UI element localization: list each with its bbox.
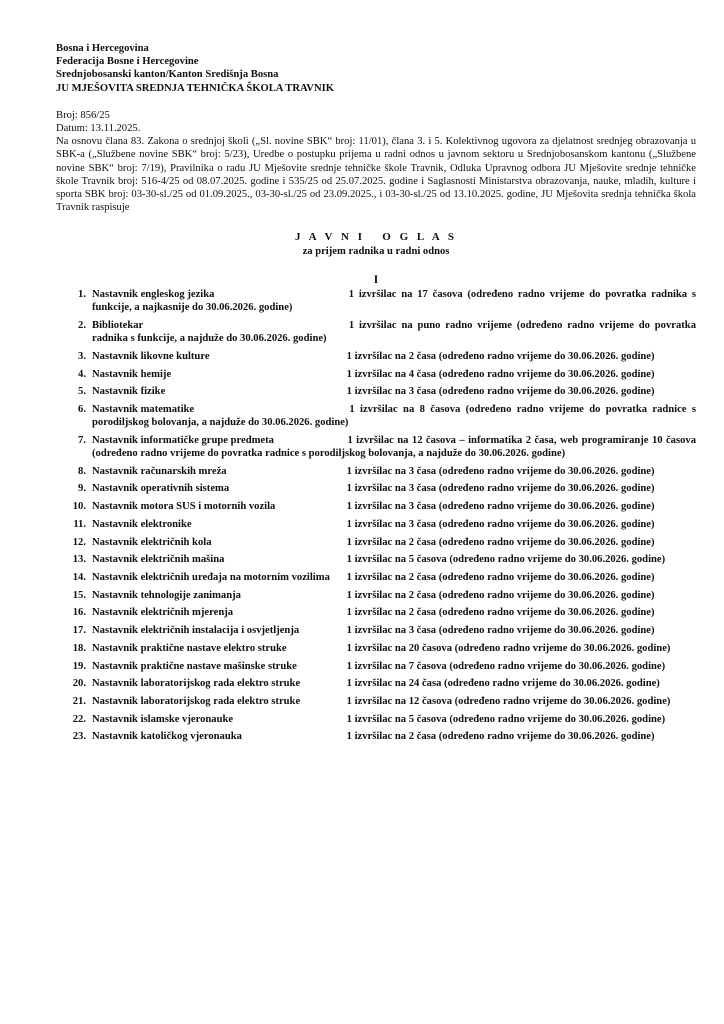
list-item <box>56 571 696 584</box>
list-item <box>56 518 696 531</box>
item-number: 7. <box>78 434 86 446</box>
list-item <box>56 385 696 398</box>
list-item <box>56 536 696 549</box>
item-position: Nastavnik laboratorijskog rada elektro struke <box>92 695 301 707</box>
list-item <box>56 319 696 345</box>
item-position: Nastavnik hemije <box>92 368 172 380</box>
item-position: Nastavnik katoličkog vjeronauka <box>92 731 242 743</box>
item-details: 1 izvršilac na 2 časa (određeno radno vrijeme do 30.06.2026. godine) <box>344 731 655 743</box>
item-position: Nastavnik praktične nastave mašinske struke <box>92 660 297 672</box>
item-number: 15. <box>72 589 86 601</box>
item-number: 1. <box>78 289 86 301</box>
item-details: 1 izvršilac na 8 časova (određeno radno vrijeme do povratka radnice s porodiljskog bolovanja, a najduže do 30.06.2026. godine) <box>92 403 696 429</box>
item-details: 1 izvršilac na 2 časa (određeno radno vrijeme do 30.06.2026. godine) <box>344 607 655 619</box>
item-position: Nastavnik motora SUS i motornih vozila <box>92 501 276 513</box>
item-number: 23. <box>72 731 86 743</box>
item-number: 17. <box>72 625 86 637</box>
item-details: 1 izvršilac na 3 časa (određeno radno vrijeme do 30.06.2026. godine) <box>344 465 655 477</box>
item-position: Bibliotekar <box>92 319 144 331</box>
item-details: 1 izvršilac na 3 časa (određeno radno vrijeme do 30.06.2026. godine) <box>344 518 655 530</box>
item-details: 1 izvršilac na 5 časova (određeno radno vrijeme do 30.06.2026. godine) <box>344 713 666 725</box>
list-item <box>56 465 696 478</box>
position-list <box>56 288 696 743</box>
item-position: Nastavnik laboratorijskog rada elektro struke <box>92 678 301 690</box>
item-details: 1 izvršilac na 3 časa (određeno radno vrijeme do 30.06.2026. godine) <box>344 501 655 513</box>
document-date: Datum: 13.11.2025. <box>56 123 141 135</box>
header-line-federation: Federacija Bosne i Hercegovine <box>56 56 199 68</box>
list-item <box>56 500 696 513</box>
item-number: 2. <box>78 319 86 331</box>
header-line-country: Bosna i Hercegovina <box>56 43 149 54</box>
item-details: 1 izvršilac na 2 časa (određeno radno vrijeme do 30.06.2026. godine) <box>344 589 655 601</box>
item-number: 19. <box>72 660 86 672</box>
item-number: 20. <box>72 678 86 690</box>
header-line-school: JU MJEŠOVITA SREDNJA TEHNIČKA ŠKOLA TRAVNIK <box>56 82 334 94</box>
item-position: Nastavnik praktične nastave elektro struke <box>92 642 287 654</box>
item-details: 1 izvršilac na 2 časa (određeno radno vrijeme do 30.06.2026. godine) <box>344 572 655 583</box>
intro-paragraph: Na osnovu člana 83. Zakona o srednjoj školi („Sl. novine SBK“ broj: 11/01), člana 3. i 5. Kolektivnog ugovora za djelatnost srednjeg obrazovanja u SBK-a („Službene novine SBK“ broj: 5/23), Uredbe o postupku prijema u radni odnos u javnom sektoru u Srednjobosanskom kantonu („Službene novine SBK“ broj: 7/19), Pravilnika o radu JU Mješovite srednje tehničke škole Travnik, Odluka Upravnog odbora JU Mješovite srednje tehničke škole Travnik broj: 516-4/25 od 08.07.2025. godine i 535/25 od 25.07.2025. godine i Saglasnosti Ministarstva obrazovanja, nauke, mladih, kulture i sporta SBK broj: 03-30-sl./25 od 01.09.2025., 03-30-sl./25 od 23.09.2025., i 03-30-sl./25 od 13.10.2025. godine, JU Mješovita srednja tehnička škola Travnik raspisuje <box>56 136 696 214</box>
document-meta <box>56 109 696 135</box>
list-item <box>56 553 696 566</box>
item-position: Nastavnik tehnologije zanimanja <box>92 589 241 601</box>
document-title: J A V N I O G L A S <box>295 231 457 244</box>
list-item <box>56 434 696 460</box>
reference-number: Broj: 856/25 <box>56 109 110 121</box>
item-details: 1 izvršilac na 5 časova (određeno radno vrijeme do 30.06.2026. godine) <box>344 554 666 566</box>
list-item <box>56 606 696 619</box>
item-number: 10. <box>72 501 86 513</box>
header-line-canton: Srednjobosanski kanton/Kanton Središnja Bosna <box>56 69 279 81</box>
list-item <box>56 730 696 743</box>
item-number: 4. <box>78 368 86 380</box>
list-item <box>56 482 696 495</box>
item-position: Nastavnik fizike <box>92 386 166 398</box>
item-number: 6. <box>78 403 86 415</box>
item-number: 14. <box>72 572 86 583</box>
item-position: Nastavnik elektronike <box>92 518 192 530</box>
document-header <box>56 42 696 95</box>
item-number: 8. <box>78 465 86 477</box>
item-details: 1 izvršilac na puno radno vrijeme (određeno radno vrijeme do povratka radnika s funkcije, a najduže do 30.06.2026. godine) <box>92 319 696 345</box>
item-details: 1 izvršilac na 2 časa (određeno radno vrijeme do 30.06.2026. godine) <box>344 536 655 548</box>
section-number: I <box>373 271 379 286</box>
item-number: 3. <box>78 350 86 362</box>
item-position: Nastavnik islamske vjeronauke <box>92 713 234 725</box>
item-number: 13. <box>72 554 86 566</box>
list-item <box>56 660 696 673</box>
item-details: 1 izvršilac na 20 časova (određeno radno vrijeme do 30.06.2026. godine) <box>344 642 671 654</box>
item-number: 16. <box>72 607 86 619</box>
item-position: Nastavnik matematike <box>92 403 195 415</box>
item-details: 1 izvršilac na 3 časa (određeno radno vrijeme do 30.06.2026. godine) <box>344 386 655 398</box>
item-position: Nastavnik likovne kulture <box>92 350 210 362</box>
item-details: 1 izvršilac na 3 časa (određeno radno vrijeme do 30.06.2026. godine) <box>344 483 655 495</box>
item-number: 9. <box>78 483 86 495</box>
item-number: 22. <box>72 713 86 725</box>
item-position: Nastavnik operativnih sistema <box>92 483 230 495</box>
item-position: Nastavnik engleskog jezika <box>92 289 215 301</box>
item-details: 1 izvršilac na 4 časa (određeno radno vrijeme do 30.06.2026. godine) <box>344 368 655 380</box>
list-item <box>56 624 696 637</box>
item-number: 11. <box>73 518 86 530</box>
item-position: Nastavnik električnih instalacija i osvjetljenja <box>92 625 300 637</box>
list-item <box>56 695 696 708</box>
item-position: Nastavnik računarskih mreža <box>92 465 227 477</box>
list-item <box>56 288 696 314</box>
item-details: 1 izvršilac na 7 časova (određeno radno vrijeme do 30.06.2026. godine) <box>344 660 666 672</box>
document-subtitle: za prijem radnika u radni odnos <box>302 245 450 257</box>
item-details: 1 izvršilac na 12 časova (određeno radno vrijeme do 30.06.2026. godine) <box>344 695 671 707</box>
document-page <box>56 42 696 748</box>
item-position: Nastavnik informatičke grupe predmeta <box>92 434 274 446</box>
item-number: 21. <box>72 695 86 707</box>
item-details: 1 izvršilac na 2 časa (određeno radno vrijeme do 30.06.2026. godine) <box>344 350 655 362</box>
item-number: 5. <box>78 386 86 398</box>
item-position: Nastavnik električnih mašina <box>92 554 225 566</box>
item-position: Nastavnik električnih uređaja na motornim vozilima <box>92 572 330 583</box>
list-item <box>56 589 696 602</box>
list-item <box>56 403 696 429</box>
item-position: Nastavnik električnih mjerenja <box>92 607 234 619</box>
item-details: 1 izvršilac na 24 časa (određeno radno vrijeme do 30.06.2026. godine) <box>344 678 660 690</box>
item-details: 1 izvršilac na 3 časa (određeno radno vrijeme do 30.06.2026. godine) <box>344 625 655 637</box>
item-details: 1 izvršilac na 12 časova – informatika 2 časa, web programiranje 10 časova (određeno radno vrijeme do povratka radnice s porodiljskog bolovanja, a najduže do 30.06.2026. godine) <box>92 434 696 460</box>
list-item <box>56 350 696 363</box>
list-item <box>56 713 696 726</box>
item-number: 18. <box>72 642 86 654</box>
list-item <box>56 642 696 655</box>
item-position: Nastavnik električnih kola <box>92 536 212 548</box>
list-item <box>56 677 696 690</box>
list-item <box>56 368 696 381</box>
item-number: 12. <box>72 536 86 548</box>
item-details: 1 izvršilac na 17 časova (određeno radno vrijeme do povratka radnika s funkcije, a najkasnije do 30.06.2026. godine) <box>92 289 696 314</box>
